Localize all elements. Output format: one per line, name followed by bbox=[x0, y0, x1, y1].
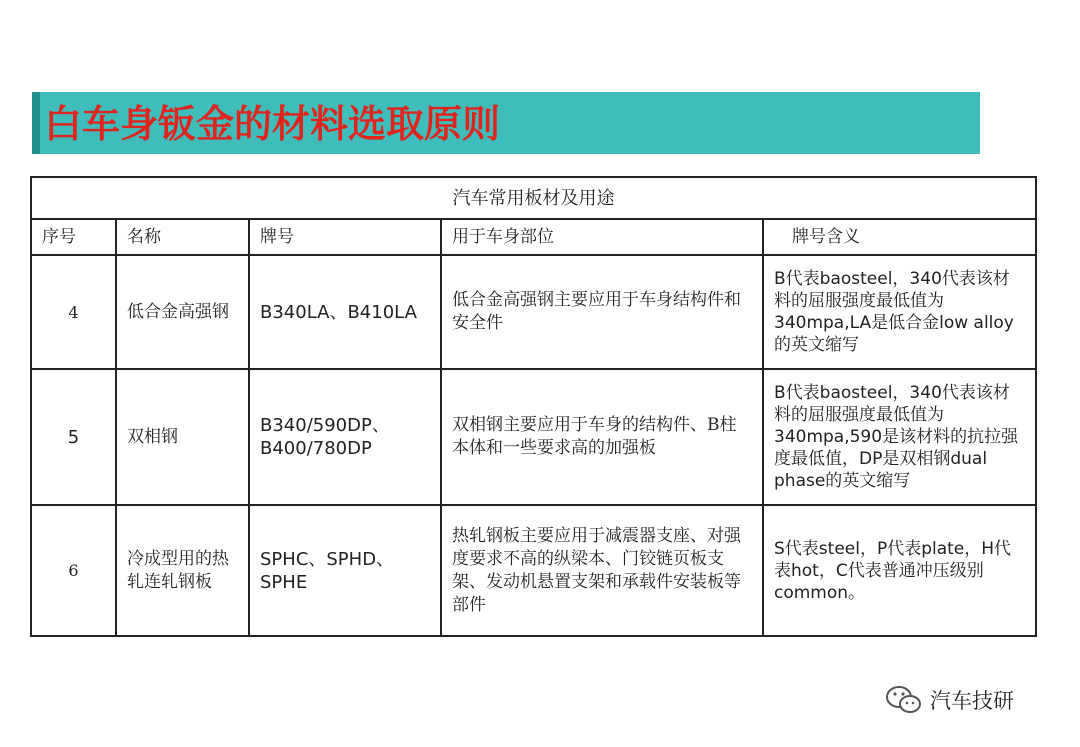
cell-name: 低合金高强钢 bbox=[116, 255, 249, 369]
cell-grade: B340LA、B410LA bbox=[249, 255, 441, 369]
cell-grade: SPHC、SPHD、SPHE bbox=[249, 505, 441, 636]
header-grade: 牌号 bbox=[249, 219, 441, 255]
header-name: 名称 bbox=[116, 219, 249, 255]
watermark bbox=[884, 680, 1014, 720]
table-row bbox=[31, 369, 1036, 505]
cell-usage: 热轧钢板主要应用于减震器支座、对强度要求不高的纵梁本、门铰链页板支架、发动机悬置支架和承载件安装板等部件 bbox=[441, 505, 763, 636]
header-usage: 用于车身部位 bbox=[441, 219, 763, 255]
cell-grade: B340/590DP、B400/780DP bbox=[249, 369, 441, 505]
cell-name: 双相钢 bbox=[116, 369, 249, 505]
table-caption-row bbox=[31, 177, 1036, 219]
cell-meaning: B代表baosteel，340代表该材料的屈服强度最低值为340mpa,590是该材料的抗拉强度最低值，DP是双相钢dual phase的英文缩写 bbox=[763, 369, 1036, 505]
table-row bbox=[31, 255, 1036, 369]
cell-usage: 双相钢主要应用于车身的结构件、B柱本体和一些要求高的加强板 bbox=[441, 369, 763, 505]
table-header-row bbox=[31, 219, 1036, 255]
slide-title: 白车身钣金的材料选取原则 bbox=[44, 102, 501, 146]
header-meaning: 牌号含义 bbox=[763, 219, 1036, 255]
cell-meaning: S代表steel，P代表plate，H代表hot，C代表普通冲压级别common。 bbox=[763, 505, 1036, 636]
watermark-text: 汽车技研 bbox=[930, 689, 1014, 713]
table-caption: 汽车常用板材及用途 bbox=[31, 177, 1036, 219]
title-bar-accent bbox=[32, 92, 40, 154]
cell-no: 6 bbox=[31, 505, 116, 636]
cell-no: 5 bbox=[31, 369, 116, 505]
cell-usage: 低合金高强钢主要应用于车身结构件和安全件 bbox=[441, 255, 763, 369]
cell-no: 4 bbox=[31, 255, 116, 369]
steel-table bbox=[30, 176, 1037, 637]
cell-name: 冷成型用的热轧连轧钢板 bbox=[116, 505, 249, 636]
cell-meaning: B代表baosteel，340代表该材料的屈服强度最低值为340mpa,LA是低合金low alloy的英文缩写 bbox=[763, 255, 1036, 369]
header-no: 序号 bbox=[31, 219, 116, 255]
table-row bbox=[31, 505, 1036, 636]
wechat-icon bbox=[884, 683, 924, 717]
